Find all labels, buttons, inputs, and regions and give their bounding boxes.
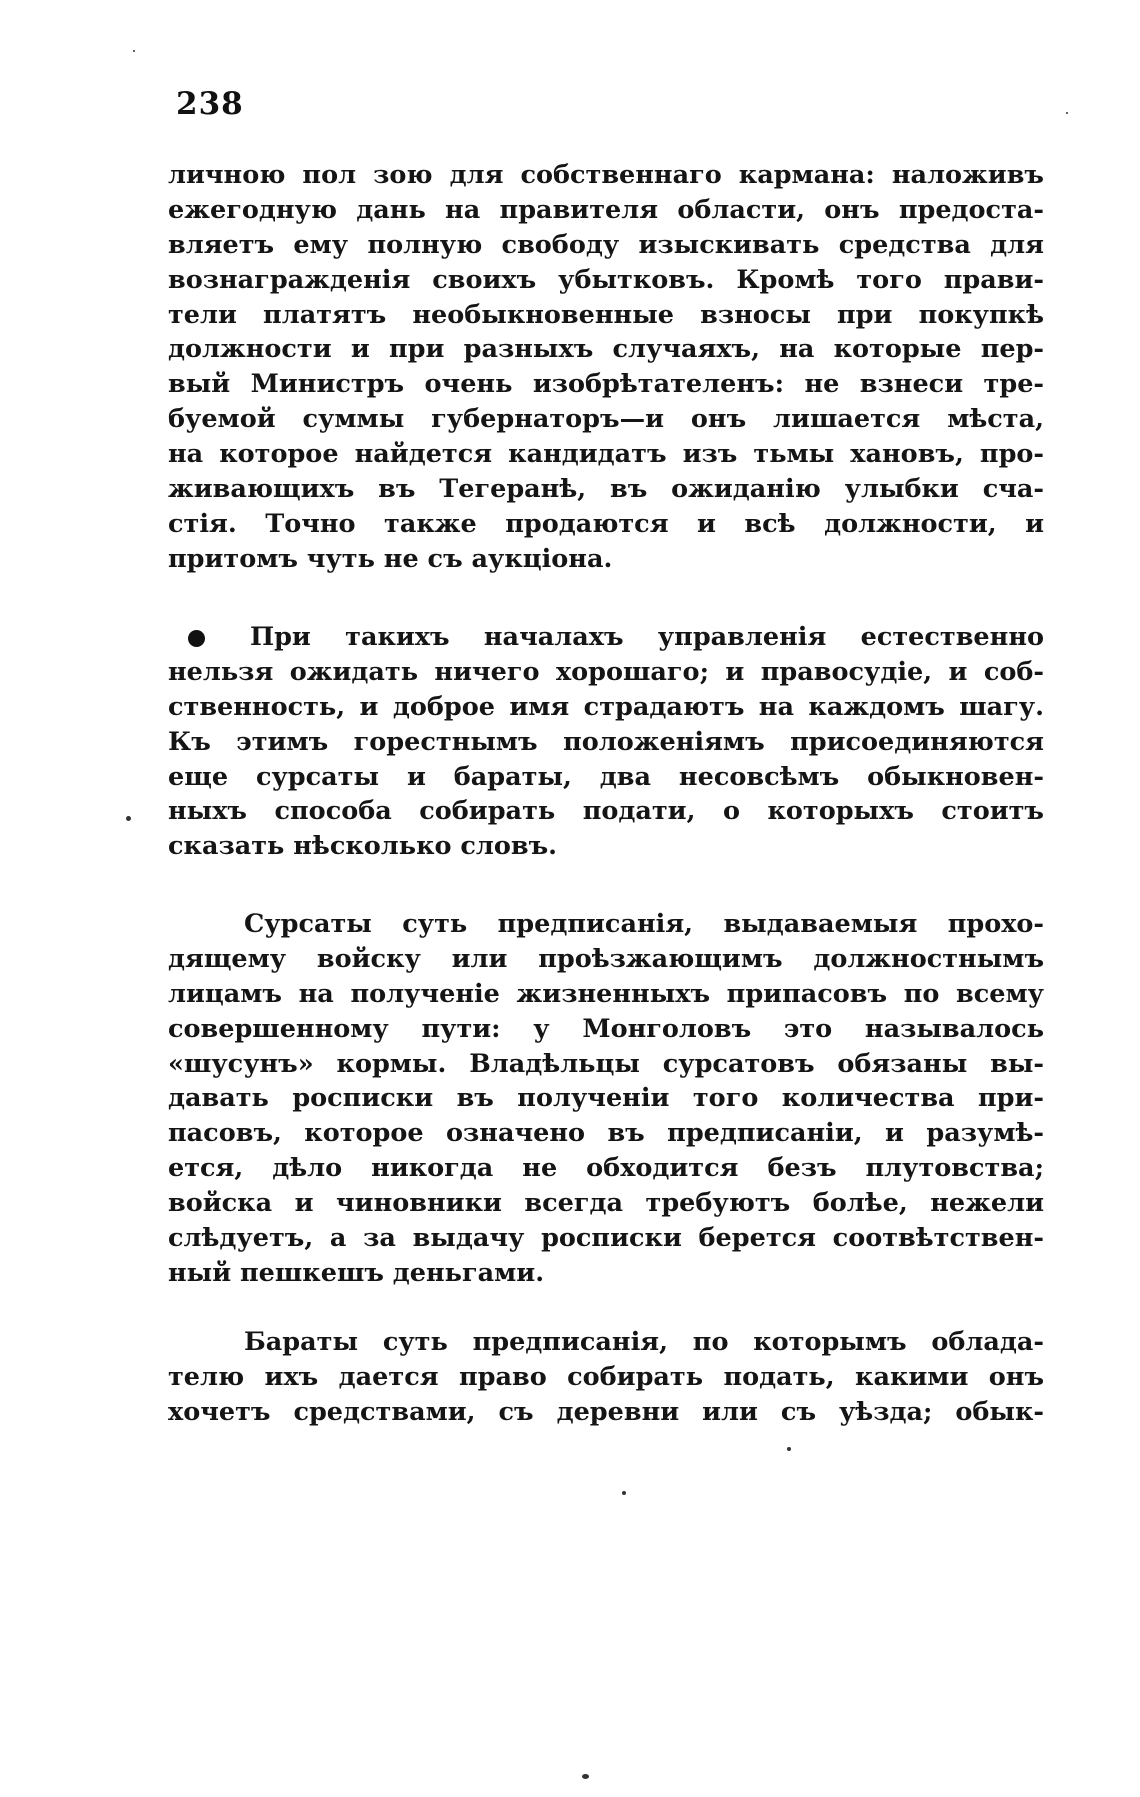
text-line: дящему войску или проѣзжающимъ должностнымъ (168, 943, 1044, 974)
scan-speck (126, 816, 131, 821)
text-line: ный пешкешъ деньгами. (168, 1257, 545, 1288)
text-line: нельзя ожидать ничего хорошаго; и правосудіе, и соб- (168, 656, 1044, 687)
text-line: должности и при разныхъ случаяхъ, на которые пер- (168, 334, 1044, 365)
text-line: Къ этимъ горестнымъ положеніямъ присоединяются (168, 726, 1044, 757)
text-line: вляетъ ему полную свободу изыскивать средства для (168, 229, 1044, 260)
text-line: на которое найдется кандидатъ изъ тьмы хановъ, про- (168, 439, 1044, 470)
paragraph-3 (168, 907, 1044, 1291)
text-line: «шусунъ» кормы. Владѣльцы сурсатовъ обязаны вы- (168, 1048, 1044, 1079)
scan-speck (133, 50, 135, 52)
scan-speck (1066, 112, 1068, 114)
text-line: лицамъ на полученіе жизненныхъ припасовъ по всему (168, 978, 1044, 1009)
text-line: ежегодную дань на правителя области, онъ предоста- (168, 194, 1044, 225)
text-line: войска и чиновники всегда требуютъ болѣе, нежели (168, 1188, 1044, 1219)
scan-speck (582, 1774, 589, 1779)
text-line: еще сурсаты и бараты, два несовсѣмъ обыкновен- (168, 761, 1044, 792)
text-line: стія. Точно также продаются и всѣ должности, и (168, 508, 1044, 539)
text-line: живающихъ въ Тегеранѣ, въ ожиданію улыбки сча- (168, 474, 1044, 505)
text-line: ныхъ способа собирать подати, о которыхъ стоитъ (168, 796, 1044, 827)
scan-speck (787, 1447, 791, 1451)
text-line: хочетъ средствами, съ деревни или съ уѣзда; обык- (168, 1396, 1044, 1427)
text-line: Бараты суть предписанія, по которымъ облада- (244, 1327, 1044, 1357)
text-line: совершенному пути: у Монголовъ это называлось (168, 1013, 1044, 1044)
text-line: притомъ чуть не съ аукціона. (168, 543, 613, 574)
text-line: Сурсаты суть предписанія, выдаваемыя прохо- (244, 909, 1044, 939)
text-line: вознагражденія своихъ убытковъ. Кромѣ того прави- (168, 264, 1044, 295)
paragraph-2 (168, 620, 1044, 864)
paragraph-1 (168, 158, 1044, 577)
text-line: личною пол зою для собственнаго кармана: наложивъ (168, 160, 1044, 190)
text-line: сказать нѣсколько словъ. (168, 831, 558, 862)
text-line: буемой суммы губернаторъ—и онъ лишается мѣста, (168, 404, 1044, 435)
text-line: ственность, и доброе имя страдаютъ на каждомъ шагу. (168, 691, 1044, 722)
text-line: вый Министръ очень изобрѣтателенъ: не взнеси тре- (168, 369, 1044, 400)
text-line: тели платятъ необыкновенные взносы при покупкѣ (168, 299, 1044, 330)
text-line: пасовъ, которое означено въ предписаніи, и разумѣ- (168, 1118, 1044, 1149)
scan-speck (622, 1491, 626, 1495)
text-line: При такихъ началахъ управленія естественно (250, 622, 1044, 652)
page-number: 238 (176, 86, 244, 122)
text-line: телю ихъ дается право собирать подать, какими онъ (168, 1361, 1044, 1392)
text-line: ется, дѣло никогда не обходится безъ плутовства; (168, 1153, 1044, 1184)
text-line: слѣдуетъ, а за выдачу росписки берется соотвѣтствен- (168, 1223, 1044, 1254)
text-line: давать росписки въ полученіи того количества при- (168, 1083, 1044, 1114)
paragraph-4 (168, 1325, 1044, 1430)
